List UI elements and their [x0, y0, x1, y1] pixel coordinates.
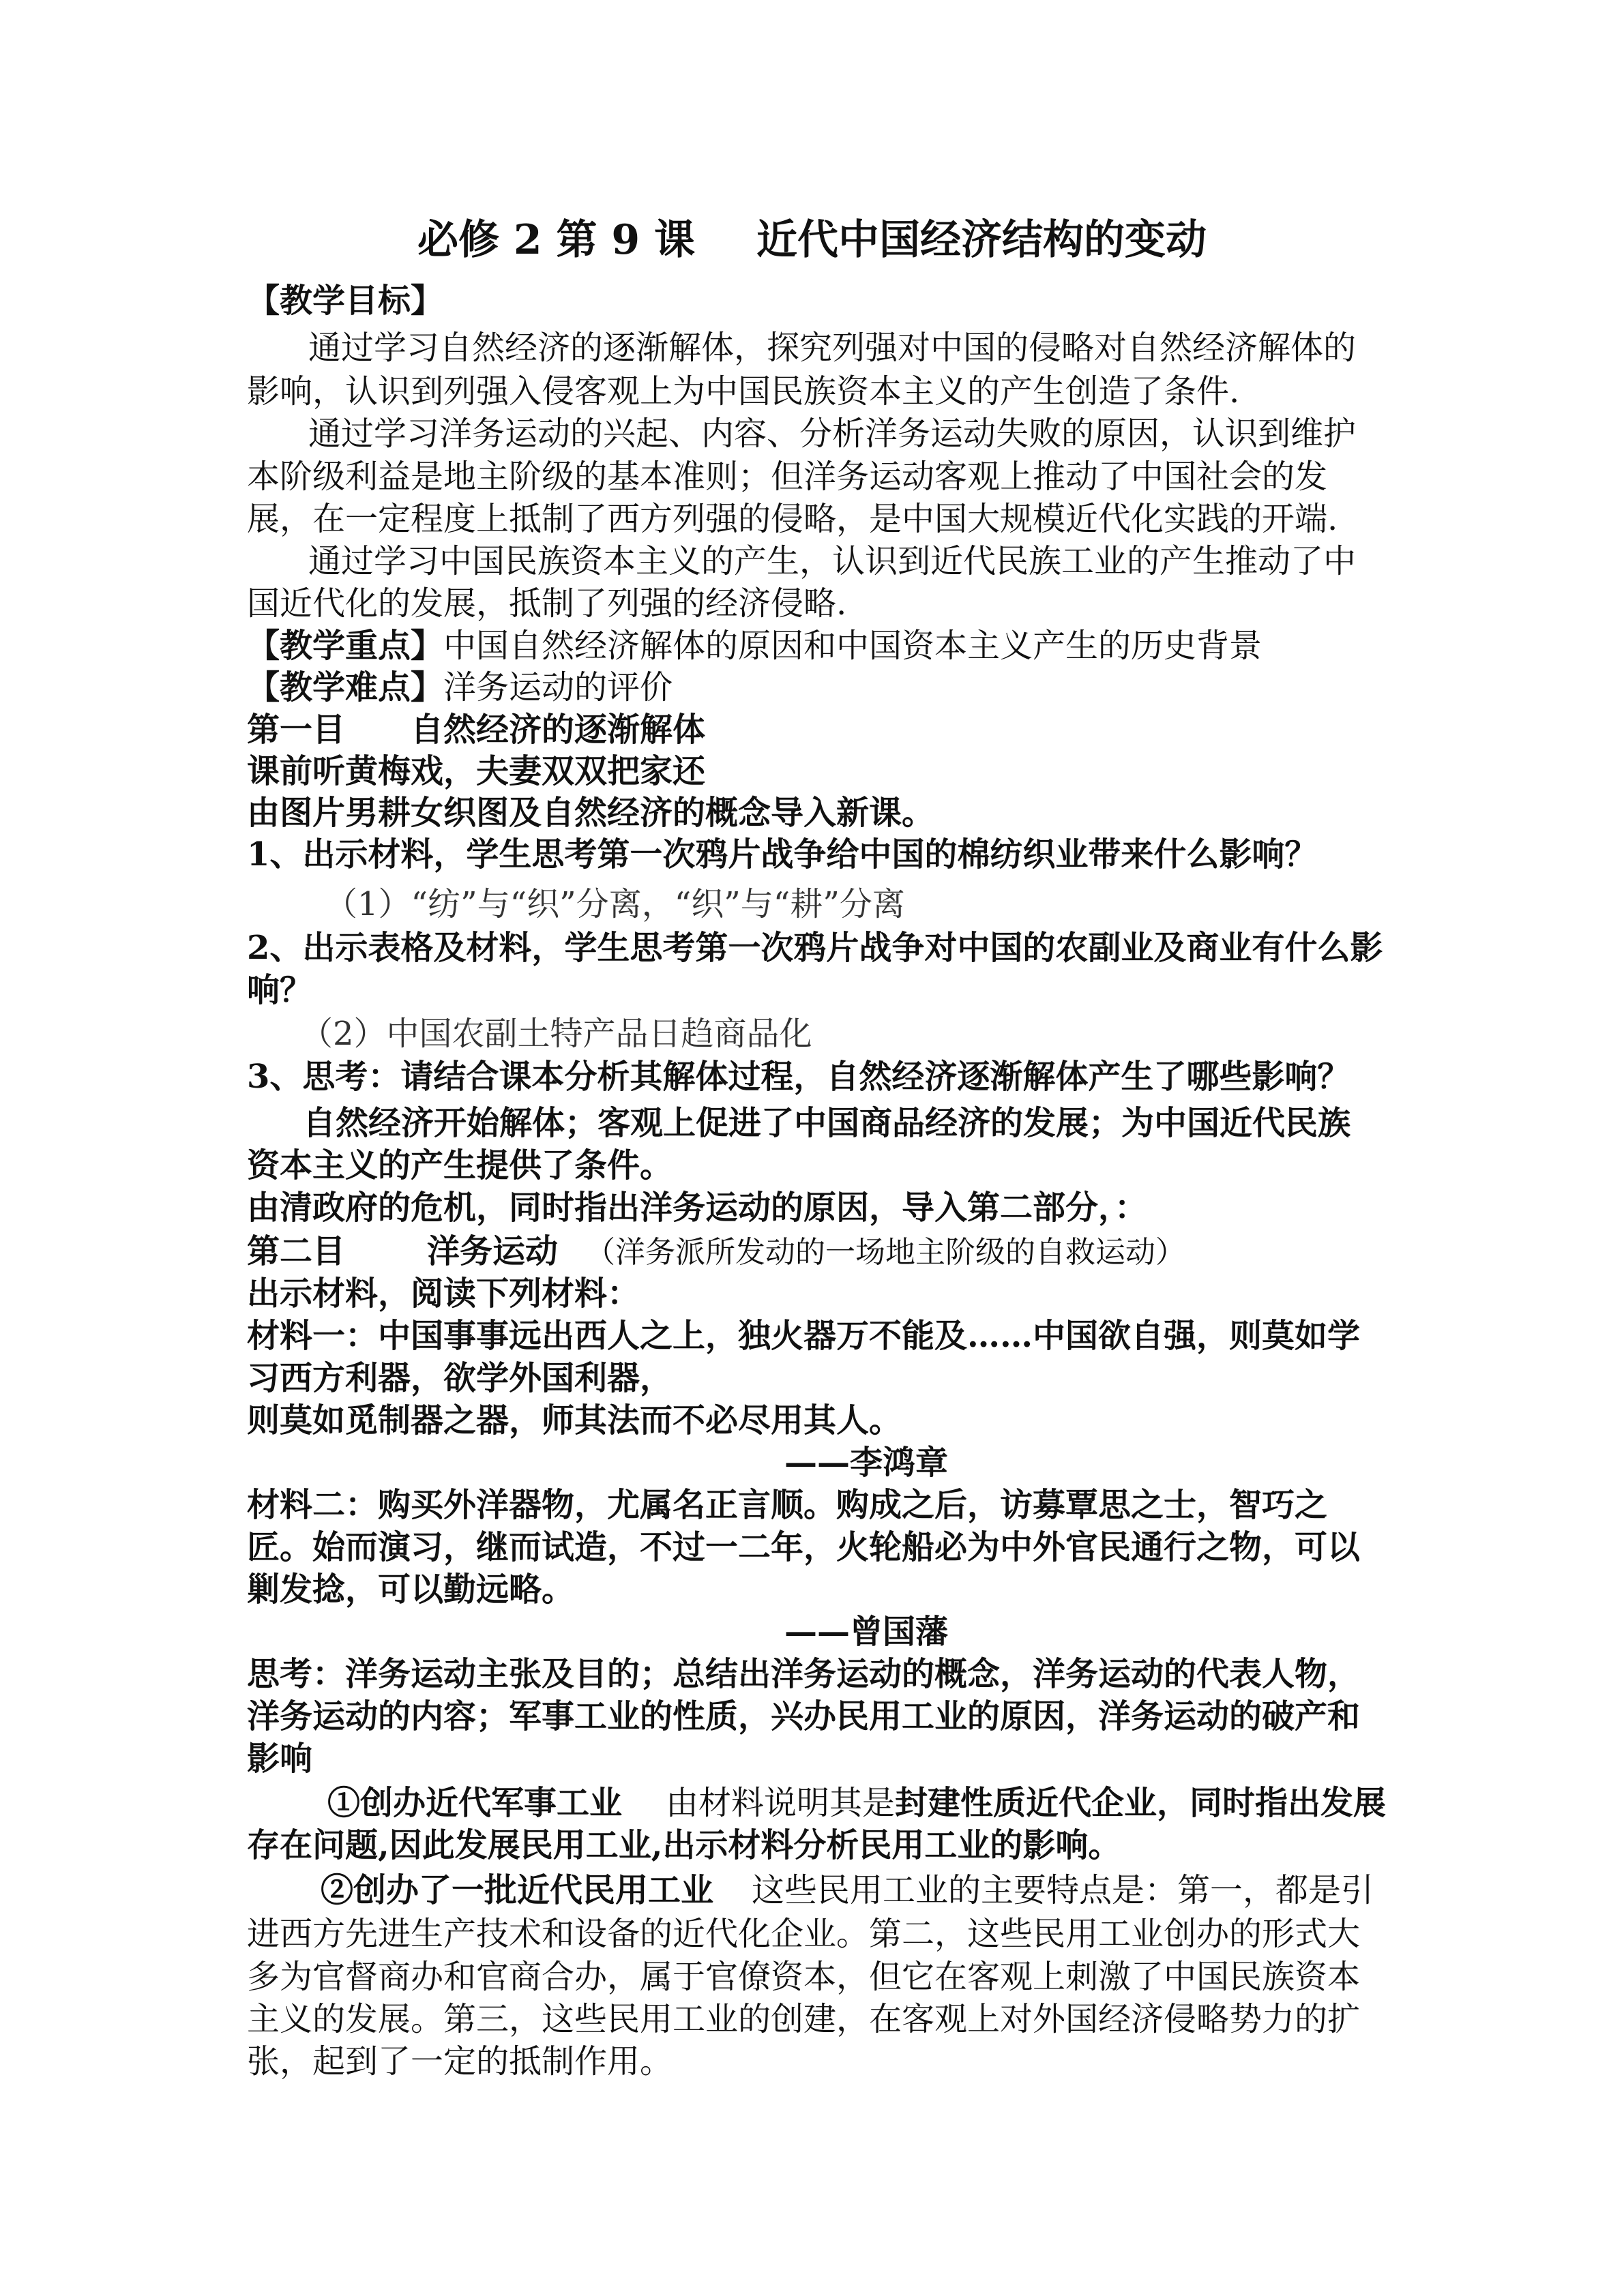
objectives-p2-line1: 通过学习洋务运动的兴起、内容、分析洋务运动失败的原因，认识到维护	[308, 415, 1357, 453]
objectives-p3-line1: 通过学习中国民族资本主义的产生，认识到近代民族工业的产生推动了中	[308, 542, 1357, 580]
objectives-p2-line3: 展，在一定程度上抵制了西方列强的侵略，是中国大规模近代化实践的开端.	[247, 500, 1338, 538]
objectives-heading: 【教学目标】	[247, 282, 444, 320]
page-title	[0, 213, 1624, 267]
objectives-p3-line2: 国近代化的发展，抵制了列强的经济侵略.	[247, 584, 847, 623]
material2-line2: 匠。始而演习，继而试造，不过一二年，火轮船必为中外官民通行之物，可以	[247, 1528, 1361, 1566]
point1-mid: 由材料说明其是	[666, 1784, 896, 1822]
section2-heading	[247, 1230, 1185, 1272]
point2-tail: 这些民用工业的主要特点是：第一，都是引	[752, 1871, 1374, 1909]
section1-intro2: 由图片男耕女织图及自然经济的概念导入新课。	[247, 794, 935, 832]
objectives-p1-line2: 影响，认识到列强入侵客观上为中国民族资本主义的产生创造了条件.	[247, 372, 1240, 411]
section1-answer3-line1: 自然经济开始解体；客观上促进了中国商品经济的发展；为中国近代民族	[303, 1104, 1351, 1142]
material2-source: ——曾国藩	[784, 1613, 949, 1651]
difficulty-text: 洋务运动的评价	[443, 668, 673, 706]
section1-intro1: 课前听黄梅戏，夫妻双双把家还	[247, 752, 706, 790]
point1-bold: 封建性质近代企业，同时指出发展	[895, 1784, 1387, 1822]
title-part2: 近代中国经济结构的变动	[756, 216, 1207, 264]
section1-answer2: （2）中国农副土特产品日趋商品化	[300, 1015, 812, 1053]
point2-line5: 张，起到了一定的抵制作用。	[247, 2042, 673, 2081]
section2-heading-note: （洋务派所发动的一场地主阶级的自救运动）	[585, 1235, 1186, 1270]
think-line3: 影响	[247, 1740, 313, 1778]
material1-line1: 材料一：中国事事远出西人之上，独火器万不能及……中国欲自强，则莫如学	[247, 1317, 1361, 1355]
key-point-label: 【教学重点】	[247, 627, 444, 665]
material1-line3: 则莫如觅制器之器，师其法而不必尽用其人。	[247, 1401, 902, 1440]
section1-question1: 1、出示材料，学生思考第一次鸦片战争给中国的棉纺织业带来什么影响？	[247, 835, 1318, 874]
section1-answer1: （1）“纺”与“织”分离，“织”与“耕”分离	[325, 885, 905, 923]
section2-heading-a: 第二目	[247, 1232, 346, 1270]
point1-line2: 存在问题,因此发展民用工业,出示材料分析民用工业的影响。	[247, 1826, 1121, 1864]
point2-line4: 主义的发展。第三，这些民用工业的创建，在客观上对外国经济侵略势力的扩	[247, 2000, 1361, 2038]
objectives-p2-line2: 本阶级利益是地主阶级的基本准则；但洋务运动客观上推动了中国社会的发	[247, 458, 1328, 496]
section2-heading-b: 洋务运动	[427, 1232, 559, 1270]
section1-heading	[247, 709, 705, 751]
material2-line3: 剿发捻，可以勤远略。	[247, 1570, 575, 1609]
material2-line1: 材料二：购买外洋器物，尤属名正言顺。购成之后，访募覃思之士，智巧之	[247, 1486, 1328, 1524]
section2-show-materials: 出示材料，阅读下列材料：	[247, 1274, 640, 1313]
objectives-p1-line1: 通过学习自然经济的逐渐解体，探究列强对中国的侵略对自然经济解体的	[308, 329, 1357, 367]
material1-line2: 习西方利器，欲学外国利器，	[247, 1359, 673, 1397]
point1-line1	[327, 1782, 1386, 1824]
section1-question2-line2: 响？	[247, 971, 313, 1009]
think-line1: 思考：洋务运动主张及目的；总结出洋务运动的概念，洋务运动的代表人物，	[247, 1655, 1361, 1693]
difficulty-label: 【教学难点】	[247, 668, 444, 706]
section1-question2-line1: 2、出示表格及材料，学生思考第一次鸦片战争对中国的农副业及商业有什么影	[247, 929, 1383, 967]
section1-heading-a: 第一目	[247, 711, 346, 749]
section1-transition: 由清政府的危机，同时指出洋务运动的原因，导入第二部分，：	[247, 1189, 1148, 1227]
title-part1: 必修 2 第 9 课	[417, 216, 696, 264]
point2-line1	[321, 1869, 1374, 1911]
point2-line3: 多为官督商办和官商合办，属于官僚资本，但它在客观上刺激了中国民族资本	[247, 1958, 1361, 1996]
point1-head: ①创办近代军事工业	[327, 1784, 623, 1822]
point2-head: ②创办了一批近代民用工业	[321, 1871, 714, 1909]
section1-question3: 3、思考：请结合课本分析其解体过程，自然经济逐渐解体产生了哪些影响？	[247, 1058, 1350, 1096]
key-point-text: 中国自然经济解体的原因和中国资本主义产生的历史背景	[443, 627, 1263, 665]
think-line2: 洋务运动的内容；军事工业的性质，兴办民用工业的原因，洋务运动的破产和	[247, 1697, 1361, 1735]
difficulty	[247, 666, 673, 709]
point2-line2: 进西方先进生产技术和设备的近代化企业。第二，这些民用工业创办的形式大	[247, 1915, 1361, 1953]
section1-heading-b: 自然经济的逐渐解体	[411, 711, 706, 749]
key-point	[247, 625, 1262, 667]
material1-source: ——李鸿章	[784, 1444, 949, 1482]
section1-answer3-line2: 资本主义的产生提供了条件。	[247, 1146, 673, 1184]
